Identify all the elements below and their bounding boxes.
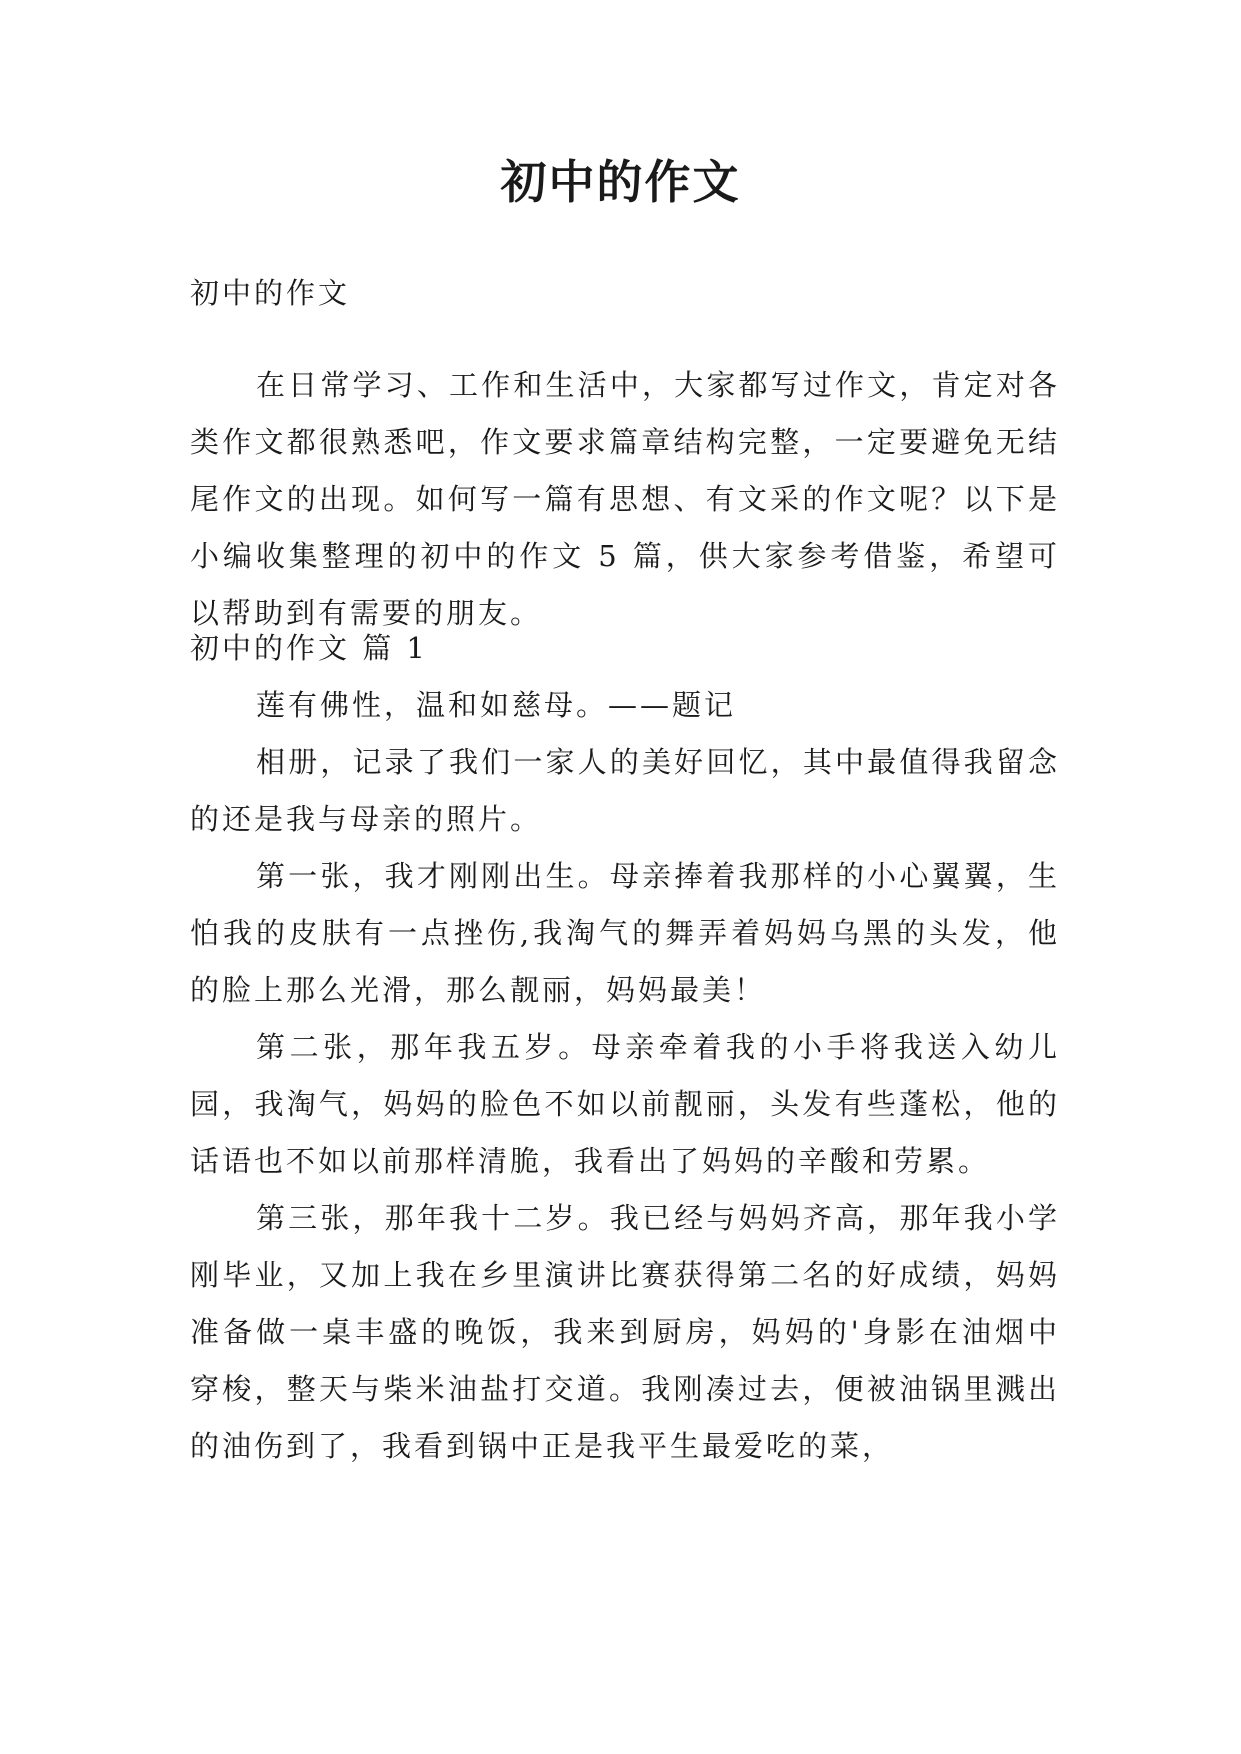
section-heading: 初中的作文 篇 1 xyxy=(190,631,428,665)
paragraph-1: 相册，记录了我们一家人的美好回忆，其中最值得我留念的还是我与母亲的照片。 xyxy=(190,745,1060,836)
intro-paragraph: 在日常学习、工作和生活中，大家都写过作文，肯定对各类作文都很熟悉吧，作文要求篇章结构完整，一定要避免无结尾作文的出现。如何写一篇有思想、有文采的作文呢？以下是小编收集整理的初中的作文 5 篇，供大家参考借鉴，希望可以帮助到有需要的朋友。 xyxy=(190,368,1060,630)
document-subtitle: 初中的作文 xyxy=(190,276,351,310)
paragraph-2: 第一张，我才刚刚出生。母亲捧着我那样的小心翼翼，生怕我的皮肤有一点挫伤,我淘气的舞弄着妈妈乌黑的头发，他的脸上那么光滑，那么靓丽，妈妈最美！ xyxy=(190,859,1060,1007)
paragraph-4: 第三张，那年我十二岁。我已经与妈妈齐高，那年我小学刚毕业，又加上我在乡里演讲比赛获得第二名的好成绩，妈妈准备做一桌丰盛的晚饭，我来到厨房，妈妈的'身影在油烟中穿梭，整天与柴米油盐打交道。我刚凑过去，便被油锅里溅出的油伤到了，我看到锅中正是我平生最爱吃的菜， xyxy=(190,1201,1060,1463)
paragraph-3: 第二张，那年我五岁。母亲牵着我的小手将我送入幼儿园，我淘气，妈妈的脸色不如以前靓丽，头发有些蓬松，他的话语也不如以前那样清脆，我看出了妈妈的辛酸和劳累。 xyxy=(190,1030,1060,1178)
epigraph: 莲有佛性，温和如慈母。——题记 xyxy=(256,688,737,722)
document-title: 初中的作文 xyxy=(500,155,741,209)
